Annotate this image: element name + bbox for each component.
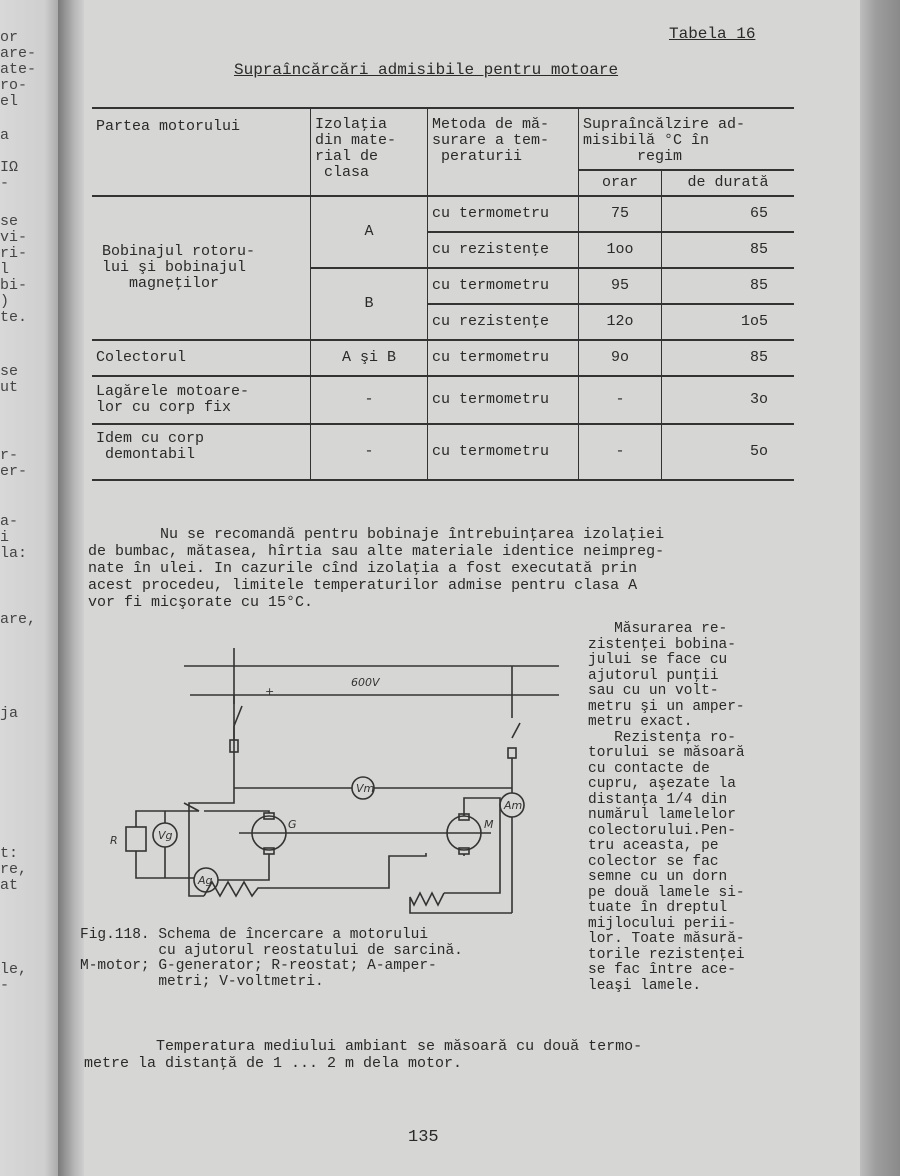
cell-hourly: 75 — [579, 196, 662, 232]
cell-class: B — [311, 268, 428, 340]
cell-part: Colectorul — [92, 340, 311, 376]
previous-page-text-fragment: - — [0, 175, 10, 192]
previous-page-text-fragment: er- — [0, 463, 28, 480]
previous-page-text-fragment: r- — [0, 447, 19, 464]
g-label: G — [288, 818, 297, 831]
previous-page-edge — [0, 0, 64, 1176]
table-row — [92, 376, 794, 424]
cell-method: cu termometru — [428, 268, 579, 304]
previous-page-text-fragment: - — [0, 977, 10, 994]
am-label: Am — [504, 799, 523, 812]
figure-caption: Fig.118. Schema de încercare a motorului cu ajutorul reostatului de sarcină. M-motor; G-generator; R-reostat; A-amper- metri; V-voltmetri. — [80, 927, 463, 990]
cell-method: cu termometru — [428, 340, 579, 376]
table-row — [92, 340, 794, 376]
cell-part: Idem cu corp demontabil — [92, 424, 311, 480]
previous-page-text-fragment: le, — [0, 961, 28, 978]
cell-duration: 85 — [662, 268, 795, 304]
plus-label: + — [265, 685, 275, 698]
motor-field-resistor — [410, 893, 512, 913]
previous-page-text-fragment: at — [0, 877, 19, 894]
cell-hourly: - — [579, 376, 662, 424]
cell-duration: 5o — [662, 424, 795, 480]
cell-method: cu termometru — [428, 376, 579, 424]
test-circuit-diagram — [104, 648, 594, 918]
previous-page-text-fragment: or — [0, 29, 19, 46]
overload-table — [92, 107, 794, 481]
cell-method: cu rezistenţe — [428, 304, 579, 340]
previous-page-text-fragment: a- — [0, 513, 19, 530]
m-label: M — [484, 818, 494, 831]
previous-page-text-fragment: se — [0, 213, 19, 230]
cell-class: - — [311, 424, 428, 480]
switch-left — [234, 706, 242, 726]
switch-generator — [184, 803, 199, 811]
previous-page-text-fragment: se — [0, 363, 19, 380]
paragraph-insulation: Nu se recomandă pentru bobinaje întrebuinţarea izolaţiei de bumbac, mătasea, hîrtia sau alte materiale identice neimpreg- nate în ulei. In cazurile cînd izolaţia a fost executată prin acest procedeu, limitele temperaturilor admise pentru clasa A vor fi micşorate cu 15°C. — [88, 526, 665, 611]
cell-hourly: - — [579, 424, 662, 480]
side-text-resistance-measurement: Măsurarea re- zistenţei bobina- jului se face cu ajutorul punţii sau cu un volt- metru şi un amper- metru exact. Rezistenţa ro- torului se măsoară cu contacte de cupru, aşezate la distanţa 1/4 din numărul lamelelor colectorului.Pen- tru aceasta, pe colector se fac semne cu un dorn pe două lamele si- tuate în dreptul mijlocului perii- lor. Toate măsură- torile rezistenţei se fac între ace- leaşi lamele. — [588, 621, 745, 994]
previous-page-text-fragment: ut — [0, 379, 19, 396]
previous-page-text-fragment: bi- — [0, 277, 28, 294]
previous-page-text-fragment: vi- — [0, 229, 28, 246]
cell-class: A şi B — [311, 340, 428, 376]
cell-method: cu rezistenţe — [428, 232, 579, 268]
page-number: 135 — [408, 1128, 439, 1147]
vm-label: Vm — [356, 782, 375, 795]
previous-page-text-fragment: i — [0, 529, 10, 546]
previous-page-text-fragment: ja — [0, 705, 19, 722]
previous-page-text-fragment: are, — [0, 611, 37, 628]
header-part: Partea motorului — [92, 108, 311, 196]
table-row — [92, 424, 794, 480]
paragraph-ambient-temperature: Temperatura mediului ambiant se măsoară cu două termo- metre la distanţă de 1 ... 2 m dela motor. — [84, 1038, 643, 1072]
fuse-right — [508, 748, 516, 758]
switch-right — [512, 723, 520, 738]
r-label: R — [110, 834, 118, 847]
cell-duration: 65 — [662, 196, 795, 232]
cell-part: Bobinajul rotoru- lui şi bobinajul magneţilor — [92, 196, 311, 340]
voltage-label: 600V — [351, 676, 380, 689]
previous-page-text-fragment: la: — [0, 545, 28, 562]
previous-page-text-fragment: el — [0, 93, 19, 110]
previous-page-text-fragment: ) — [0, 293, 10, 310]
vg-label: Vg — [158, 829, 173, 842]
previous-page-text-fragment: are- — [0, 45, 37, 62]
cell-duration: 3o — [662, 376, 795, 424]
previous-page-text-fragment: a — [0, 127, 10, 144]
wire — [204, 811, 269, 813]
header-overheat: Supraîncălzire ad- misibilă °C în regim — [579, 108, 795, 170]
rheostat-icon — [126, 827, 146, 851]
previous-page-text-fragment: IΩ — [0, 159, 19, 176]
book-gutter — [58, 0, 86, 1176]
table-header-row — [92, 108, 794, 170]
header-hourly: orar — [579, 170, 662, 196]
header-insulation: Izolaţia din mate- rial de clasa — [311, 108, 428, 196]
generator-field-resistor — [204, 853, 426, 896]
table-title: Supraîncărcări admisibile pentru motoare — [234, 61, 619, 79]
cell-hourly: 12o — [579, 304, 662, 340]
cell-class: - — [311, 376, 428, 424]
cell-hourly: 9o — [579, 340, 662, 376]
wire — [218, 863, 269, 880]
header-duration: de durată — [662, 170, 795, 196]
table-label: Tabela 16 — [669, 25, 756, 43]
previous-page-text-fragment: ri- — [0, 245, 28, 262]
ag-label: Ag — [198, 874, 213, 887]
previous-page-text-fragment: te. — [0, 309, 28, 326]
book-page — [80, 0, 860, 1176]
previous-page-text-fragment: l — [0, 261, 10, 278]
cell-duration: 1o5 — [662, 304, 795, 340]
previous-page-text-fragment: re, — [0, 861, 28, 878]
cell-duration: 85 — [662, 340, 795, 376]
cell-method: cu termometru — [428, 196, 579, 232]
table-row — [92, 196, 794, 232]
cell-hourly: 1oo — [579, 232, 662, 268]
page-edge-right — [860, 0, 900, 1176]
cell-part: Lagărele motoare- lor cu corp fix — [92, 376, 311, 424]
previous-page-text-fragment: t: — [0, 845, 19, 862]
cell-method: cu termometru — [428, 424, 579, 480]
previous-page-text-fragment: ate- — [0, 61, 37, 78]
cell-duration: 85 — [662, 232, 795, 268]
cell-class: A — [311, 196, 428, 268]
header-method: Metoda de mă- surare a tem- peraturii — [428, 108, 579, 196]
cell-hourly: 95 — [579, 268, 662, 304]
previous-page-text-fragment: ro- — [0, 77, 28, 94]
